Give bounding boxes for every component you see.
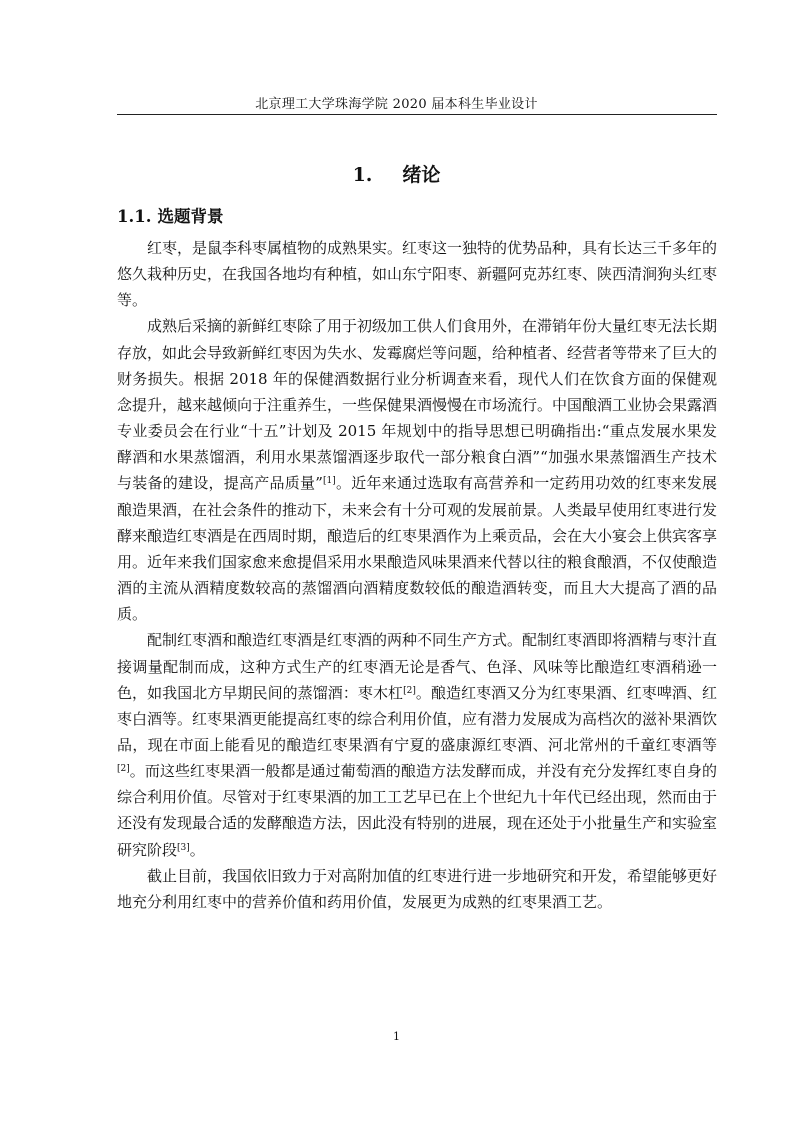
paragraph-3	[117, 627, 717, 862]
section-heading	[117, 203, 223, 227]
citation-3: [3]	[177, 842, 190, 853]
body-text	[117, 235, 717, 915]
citation-1: [1]	[322, 476, 336, 487]
section-number: 1.1.	[117, 207, 152, 226]
citation-2: [2]	[403, 685, 416, 696]
citation-2: [2]	[117, 764, 130, 775]
chapter-title: 绪论	[402, 164, 441, 186]
paragraph-3-text-c: 。而这些红枣果酒一般都是通过葡萄酒的酿造方法发酵而成，并没有充分发挥红枣自身的综合利用价值。尽管对于红枣果酒的加工工艺早已在上个世纪九十年代已经出现，然而由于还没有发现最合适的发酵酿造方法，因此没有特别的进展，现在还处于小批量生产和实验室研究阶段	[117, 762, 718, 859]
header-divider	[117, 114, 717, 115]
paragraph-2-text-a: 成熟后采摘的新鲜红枣除了用于初级加工供人们食用外，在滞销年份大量红枣无法长期存放，如此会导致新鲜红枣因为失水、发霉腐烂等问题，给种植者、经营者等带来了巨大的财务损失。根据 2018 年的保健酒数据行业分析调查来看，现代人们在饮食方面的保健观念提升，越来越倾向于注重养生，一些保健果酒慢慢在市场流行。中国酿酒工业协会果露酒专业委员会在行业“十五”计划及 2015 年规划中的指导思想已明确指出:“重点发展水果发酵酒和水果蒸馏酒，利用水果蒸馏酒逐步取代一部分粮食白酒”“加强水果蒸馏酒生产技术与装备的建设，提高产品质量”	[117, 317, 718, 493]
paragraph-2	[117, 313, 717, 627]
paragraph-3-text-a: 配制红枣酒和酿造红枣酒是红枣酒的两种不同生产方式。配制红枣酒即将酒精与枣汁直接调量配制而成，这种方式生产的红枣酒无论是香气、色泽、风味等比酿造红枣酒稍逊一色，如我国北方早期民间的蒸馏酒：枣木杠	[117, 631, 718, 702]
chapter-heading	[0, 160, 793, 187]
section-title: 选题背景	[157, 207, 224, 226]
running-header: 北京理工大学珠海学院 2020 届本科生毕业设计	[255, 97, 538, 112]
paragraph-3-text-d: 。	[189, 840, 205, 859]
chapter-number: 1.	[352, 164, 373, 186]
paragraph-3-text-b: 。酿造红枣酒又分为红枣果酒、红枣啤酒、红枣白酒等。红枣果酒更能提高红枣的综合利用价值，应有潜力发展成为高档次的滋补果酒饮品，现在市面上能看见的酿造红枣果酒有宁夏的盛康源红枣酒、河北常州的千童红枣酒等	[117, 683, 718, 754]
page-number: 1	[393, 1030, 400, 1043]
paragraph-2-text-b: 。近年来通过选取有高营养和一定药用功效的红枣来发展酿造果酒，在社会条件的推动下，未来会有十分可观的发展前景。人类最早使用红枣进行发酵来酿造红枣酒是在西周时期，酿造后的红枣果酒作为上乘贡品，会在大小宴会上供宾客享用。近年来我们国家愈来愈提倡采用水果酿造风味果酒来代替以往的粮食酿酒，不仅使酿造酒的主流从酒精度数较高的蒸馏酒向酒精度数较低的酿造酒转变，而且大大提高了酒的品质。	[117, 474, 718, 624]
paragraph-1: 红枣，是鼠李科枣属植物的成熟果实。红枣这一独特的优势品种，具有长达三千多年的悠久栽种历史，在我国各地均有种植，如山东宁阳枣、新疆阿克苏红枣、陕西清涧狗头红枣等。	[117, 239, 718, 310]
paragraph-4: 截止目前，我国依旧致力于对高附加值的红枣进行进一步地研究和开发，希望能够更好地充分利用红枣中的营养价值和药用价值，发展更为成熟的红枣果酒工艺。	[117, 866, 718, 911]
